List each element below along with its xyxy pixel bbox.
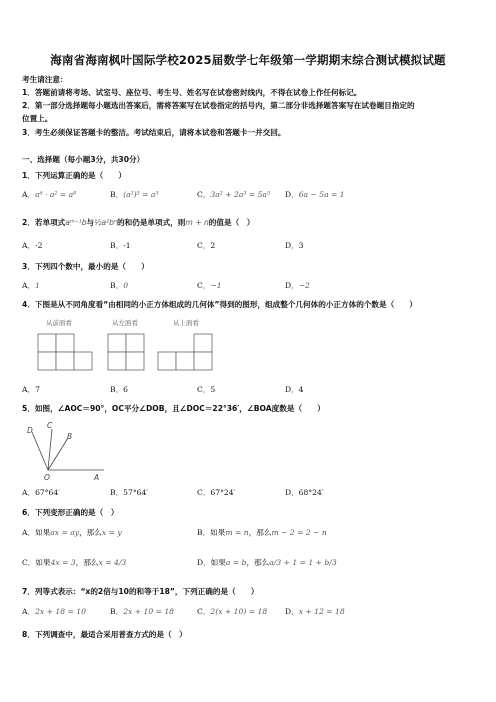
q1-option-d-label: D． — [285, 190, 299, 199]
q5-option-a: A．67°64′ — [22, 488, 60, 497]
q6-option-b — [197, 527, 327, 538]
q6-option-b-mid: ，那么 — [248, 528, 272, 537]
point-c-label: C — [47, 421, 53, 430]
view-left-label: 从左面看 — [112, 319, 138, 327]
q1-option-c-expr: 3a² + 2a³ = 5a⁵ — [210, 190, 270, 199]
top-view-grid — [158, 334, 212, 370]
notice-item-3: 3．考生必须保证答题卡的整洁。考试结束后，请将本试卷和答题卡一并交回。 — [22, 128, 286, 137]
view-top-label: 从上面看 — [173, 319, 199, 327]
q4-views-figure — [30, 315, 240, 377]
q7-option-d — [285, 606, 345, 617]
q6-option-d — [197, 557, 337, 568]
point-d-label: D — [27, 426, 33, 435]
q3-option-d-label: D． — [285, 281, 299, 290]
q2-stem — [22, 217, 254, 228]
q6-option-b-e1: m = n — [225, 528, 249, 537]
q6-option-c-mid: ，那么 — [75, 558, 99, 567]
notice-item-2: 2．第一部分选择题每小题选出答案后，需将答案写在试卷指定的括号内，第二部分非选择题答案写在试卷题目指定的 — [22, 101, 415, 110]
notice-item-2-cont: 位置上。 — [22, 114, 53, 123]
q4-stem: 4．下图是从不同角度看“由相同的小正方体组成的几何体”得到的图形，组成整个几何体的小正方体的个数是（ ） — [22, 300, 417, 309]
q7-option-c-expr: 2(x + 10) = 18 — [210, 607, 268, 616]
q6-option-a — [22, 527, 122, 538]
q4-option-c: C．5 — [197, 385, 216, 394]
q7-option-b-label: B． — [110, 607, 124, 616]
q7-option-c-label: C． — [197, 607, 211, 616]
point-o-label: O — [44, 473, 50, 482]
q3-option-c-expr: −1 — [210, 281, 222, 290]
point-a-label: A — [94, 473, 100, 482]
q2-stem-b: 与 — [86, 218, 95, 227]
q2-stem-d: 的值是（ ） — [208, 218, 255, 227]
q1-option-a-label: A． — [22, 190, 36, 199]
q3-option-a-expr: 1 — [35, 281, 40, 290]
q3-option-d-expr: −2 — [298, 281, 310, 290]
q2-option-a: A．-2 — [22, 241, 43, 250]
q6-option-d-mid: ，那么 — [246, 558, 270, 567]
q6-option-c-e2: x = 4/3 — [98, 558, 127, 567]
q3-option-a-label: A． — [22, 281, 36, 290]
q1-option-a-expr: a⁶ · a² = a⁸ — [35, 190, 77, 199]
q5-option-b: B．57°64′ — [110, 488, 149, 497]
front-view-grid — [38, 334, 92, 370]
q2-expr2: ½a²bⁿ — [94, 218, 118, 227]
q1-option-c — [197, 189, 270, 200]
q4-option-b: B．6 — [110, 385, 129, 394]
q6-option-a-mid: ，那么 — [79, 528, 102, 537]
q7-option-b — [110, 606, 174, 617]
q7-option-c — [197, 606, 267, 617]
q4-option-d: D．4 — [285, 385, 304, 394]
q1-option-b-expr: (a²)³ = a⁵ — [123, 190, 159, 199]
q5-option-d: D．68°24′ — [285, 488, 324, 497]
q3-option-b — [110, 280, 128, 291]
q3-option-a — [22, 280, 40, 291]
view-front-label: 从前面看 — [46, 319, 72, 327]
q2-stem-a: 2．若单项式 — [22, 218, 66, 227]
q1-option-d — [285, 189, 345, 200]
q7-option-b-expr: 2x + 10 = 18 — [123, 607, 175, 616]
q6-option-a-e1: ax = ay — [50, 528, 80, 537]
q1-option-b-label: B． — [110, 190, 124, 199]
ray-od — [32, 432, 48, 470]
q3-stem: 3．下列四个数中，最小的是（ ） — [22, 262, 149, 271]
q6-option-d-label: D．如果 — [197, 558, 226, 567]
notice-item-1: 1．答题前请将考场、试室号、座位号、考生号、姓名写在试卷密封线内，不得在试卷上作任何标记。 — [22, 88, 362, 97]
q2-option-c: C．2 — [197, 241, 216, 250]
q6-option-c — [22, 557, 126, 568]
q7-stem: 7．列等式表示：“x的2倍与10的和等于18”，下列正确的是（ ） — [22, 587, 259, 596]
q5-stem: 5．如图，∠AOC＝90°，OC平分∠DOB，且∠DOC＝22°36′，∠BOA度数是（ ） — [22, 404, 325, 413]
q7-option-a-expr: 2x + 18 = 10 — [35, 607, 86, 616]
q6-option-d-e2: a/3 + 1 = 1 + b/3 — [269, 558, 337, 567]
section-heading: 一、选择题（每小题3分，共30分） — [22, 155, 145, 164]
q6-option-c-label: C．如果 — [22, 558, 51, 567]
q4-option-a: A．7 — [22, 385, 40, 394]
q2-stem-c: 的和仍是单项式，则 — [117, 218, 186, 227]
q6-option-b-e2: m − 2 = 2 − n — [271, 528, 327, 537]
q1-option-c-label: C． — [197, 190, 211, 199]
q3-option-c — [197, 280, 222, 291]
q1-option-d-expr: 6a − 5a = 1 — [298, 190, 345, 199]
q5-angle-figure — [22, 418, 112, 482]
q7-option-d-label: D． — [285, 607, 299, 616]
q3-option-b-label: B． — [110, 281, 124, 290]
q8-stem: 8．下列调查中，最适合采用普查方式的是（ ） — [22, 630, 187, 639]
q7-option-d-expr: x + 12 = 18 — [298, 607, 345, 616]
q7-option-a — [22, 606, 86, 617]
q6-option-a-label: A．如果 — [22, 528, 51, 537]
q7-option-a-label: A． — [22, 607, 36, 616]
q2-option-d: D．3 — [285, 241, 304, 250]
page-title: 海南省海南枫叶国际学校2025届数学七年级第一学期期末综合测试模拟试题 — [50, 53, 446, 67]
q3-option-d — [285, 280, 310, 291]
q6-option-d-e1: a = b — [225, 558, 247, 567]
q3-option-b-expr: 0 — [123, 281, 129, 290]
q3-option-c-label: C． — [197, 281, 211, 290]
q5-option-c: C．67°24′ — [197, 488, 236, 497]
left-view-grid — [108, 334, 144, 370]
q1-option-a — [22, 189, 76, 200]
q2-option-b: B．-1 — [110, 241, 131, 250]
q1-stem: 1．下列运算正确的是（ ） — [22, 171, 127, 180]
q1-option-b — [110, 189, 159, 200]
q2-expr1: aᵐ⁻¹b — [65, 218, 87, 227]
q2-expr3: m + n — [185, 218, 209, 227]
q6-option-a-e2: x = y — [101, 528, 122, 537]
notice-heading: 考生请注意： — [22, 75, 68, 84]
q6-option-b-label: B．如果 — [197, 528, 226, 537]
q6-option-c-e1: 4x = 3 — [50, 558, 76, 567]
point-b-label: B — [67, 432, 73, 441]
q6-stem: 6．下列变形正确的是（ ） — [22, 508, 119, 517]
